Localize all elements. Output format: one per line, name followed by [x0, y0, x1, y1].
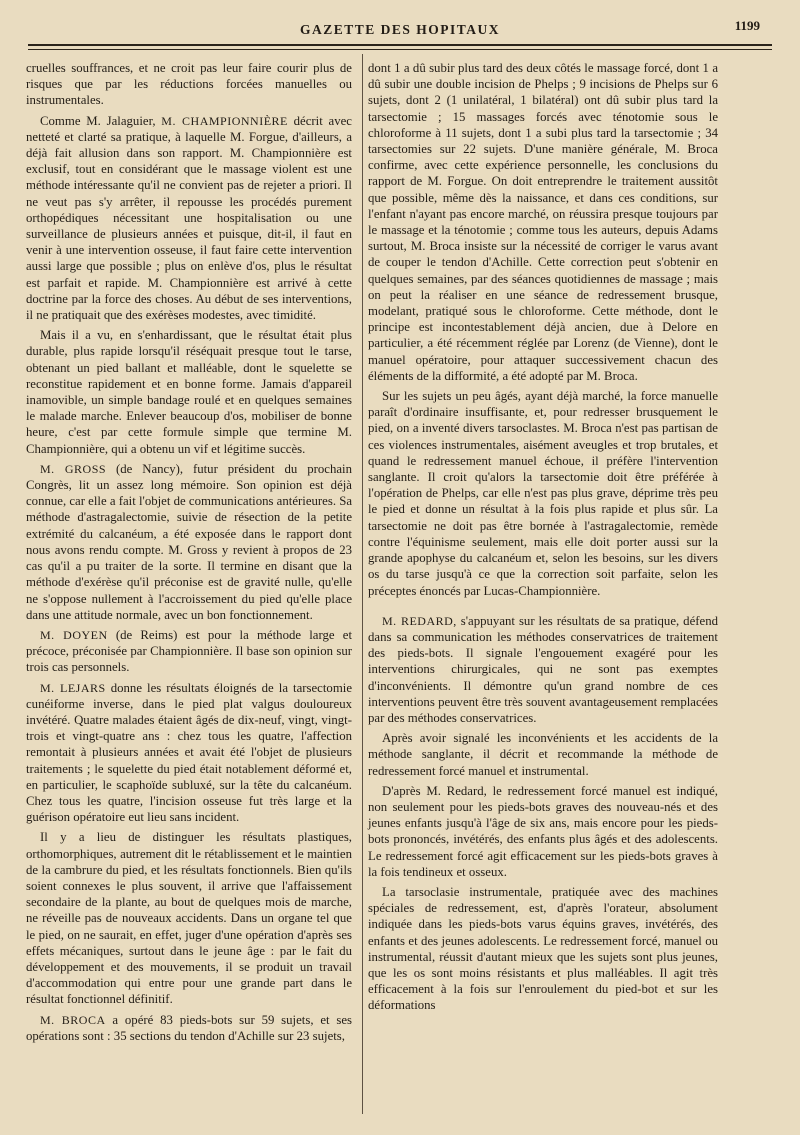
speaker-name: M. GROSS [40, 461, 107, 476]
speaker-name: M. CHAMPIONNIÈRE [161, 113, 288, 128]
paragraph-text: La tarsoclasie instrumentale, pratiquée avec des machines spéciales de redressement, est, d'après l'orateur, absolument indiquée dans les pieds-bots varus équins graves, invétérés, des enfants et des jeunes adolescents. Le redressement forcé, manuel ou instrumental, réussit d'autant mieux que les sujets sont plus jeunes, que les os sont moins résistants et plus malléables. Il agit très efficacement à la fois sur l'enroulement du pied-bot et sur les déformations [368, 884, 718, 1013]
paragraph [368, 730, 718, 779]
paragraph-text: Il y a lieu de distinguer les résultats plastiques, orthomorphiques, autrement dit le rétablissement et le maintien de la cambrure du pied, et les résultats fonctionnels. Bien qu'ils soient connexes le plus souvent, il arrive que l'affaissement secondaire de la plante, au bout de quelques mois de marche, ne réveille pas de nouveaux accidents. Dans un organe tel que le pied, on ne saurait, en effet, juger d'une opération d'après ses effets mécaniques, surtout dans le jeune âge : par le fait du développement et des mouvements, il se produit un travail d'accommodation qui entre pour une grande part dans le résultat fonctionnel définitif. [26, 830, 352, 1007]
paragraph [26, 680, 352, 826]
paragraph [368, 60, 718, 384]
paragraph-gap [368, 603, 718, 613]
column-separator [362, 54, 363, 1114]
paragraph [26, 461, 352, 623]
speaker-name: M. DOYEN [40, 627, 108, 642]
header-rule-thin [28, 49, 772, 50]
paragraph [26, 60, 352, 109]
page-number: 1199 [734, 18, 760, 33]
paragraph-text: a opéré 83 pieds-bots sur 59 sujets, et ses opérations sont : 35 sections du tendon d'Achille sur 23 sujets, [26, 1012, 352, 1043]
paragraph-text: Mais il a vu, en s'enhardissant, que le résultat était plus durable, plus rapide lorsqu'il réséquait presque tout le tarse, obtenant un pied ballant et malléable, dont le squelette se reconstitue rapidement et en bonne forme. Jamais d'appareil inamovible, un simple bandage roulé et en quelques semaines le malade marche. Enlever beaucoup d'os, mobiliser de bonne heure, c'est par cette formule simple que termine M. Championnière, qui a obtenu un vif et légitime succès. [26, 328, 352, 456]
paragraph [26, 327, 352, 457]
paragraph [26, 829, 352, 1007]
paragraph-text: décrit avec netteté et clarté sa pratique, à laquelle M. Forgue, d'ailleurs, a déjà fait allusion dans son rapport. M. Championnière est exclusif, tout en considérant que le massage violent est une méthode intéressante qu'il ne convient pas de rejeter a priori. Il ne veut pas s'y arrêter, il repousse les procédés purement orthopédiques nécessitant une hospitalisation ou une surveillance de plusieurs années et puisque, dit-il, il faut en venir à une intervention osseuse, il faut faire cette intervention aussi large que possible ; plus on enlève d'os, plus le résultat est parfait et rapide. M. Championnière est arrivé à cette doctrine par la force des choses. Au début de ses interventions, il ne pratiquait que des exérèses modestes, avec timidité. [26, 113, 352, 323]
right-column [368, 60, 718, 1018]
paragraph-text: s'appuyant sur les résultats de sa pratique, défend dans sa communication les méthodes conservatrices de traitement des pieds-bots. Il signale l'engouement exagéré pour les interventions chirurgicales, qui ne sont pas exemptes d'inconvénients. Il démontre qu'un grand nombre de ces interventions peuvent être très souvent avantageusement remplacées par des méthodes conservatrices. [368, 613, 718, 725]
paragraph [368, 613, 718, 726]
paragraph [368, 884, 718, 1014]
paragraph-lead: Comme M. Jalaguier, [40, 113, 162, 128]
paragraph [26, 113, 352, 324]
paragraph [26, 1012, 352, 1044]
paragraph [26, 627, 352, 676]
speaker-name: M. LEJARS [40, 680, 106, 695]
paragraph-text: (de Reims) est pour la méthode large et précoce, préconisée par Championnière. Il base son opinion sur trois cas personnels. [26, 627, 352, 675]
paragraph-text: Après avoir signalé les inconvénients et les accidents de la méthode sanglante, il décrit et recommande la méthode de redressement forcé manuel et instrumental. [368, 731, 718, 778]
journal-title: GAZETTE DES HOPITAUX [299, 22, 501, 37]
paragraph-text: Sur les sujets un peu âgés, ayant déjà marché, la force manuelle paraît d'ordinaire insuffisante, et, pour redresser brusquement le pied, on a inventé divers tarsoclastes. M. Broca n'est pas partisan de ces violences instrumentales, aisément aveugles et trop brutales, et quand le redressement manuel échoue, il préfère l'intervention sanglante. Il croit qu'alors la tarsectomie doit être préférée à l'opération de Phelps, car elle n'est pas plus grave, déprime très peu le pied et donne un résultat à la fois plus rapide et plus sûr. La tarsectomie ne doit pas être bornée à l'astragalectomie, remède contre l'équinisme seulement, mais elle doit porter aussi sur la grande apophyse du calcanéum et, selon les besoins, sur les divers os du tarse jusqu'à ce que la correction soit parfaite, selon les préceptes énoncés par Lucas-Championnière. [368, 389, 718, 598]
header-rule-thick [28, 44, 772, 46]
paragraph-text: donne les résultats éloignés de la tarsectomie cunéiforme inverse, dans le pied plat valgus douloureux invétéré. Quatre malades étaient âgés de dix-neuf, vingt, vingt-trois et vingt-quatre ans : chez tous les quatre, l'affection remontait à plusieurs années et avait été l'objet de plusieurs traitements ; le squelette du pied était notablement déformé et, en particulier, le scaphoïde subluxé, sur la tête du calcanéum. Chez tous les quatre, l'incision osseuse fut très large et la guérison opératoire eut lieu sans incident. [26, 680, 353, 825]
paragraph-text: D'après M. Redard, le redressement forcé manuel est indiqué, non seulement pour les pieds-bots graves des nouveau-nés et des jeunes enfants jusqu'à l'âge de six ans, mais encore pour les pieds-bots prononcés, invétérés, des enfants plus âgés et des adolescents. Le redressement forcé agit efficacement sur les pieds-bots graves à la fois tendineux et osseux. [368, 783, 718, 879]
paragraph-text: dont 1 a dû subir plus tard des deux côtés le massage forcé, dont 1 a dû subir une double incision de Phelps ; 9 incisions de Phelps sur 6 sujets, dont 2 (1 unilatéral, 1 bilatéral) ont dû subir plus tard la tarsectomie ; 15 massages forcés avec ténotomie sous le chloroforme à 11 sujets, dont 1 a subi plus tard la tarsectomie ; 34 tarsectomies sur 22 sujets. D'une manière générale, M. Broca confirme, avec cette expérience personnelle, les conclusions du rapport de M. Forgue. On doit entreprendre le traitement aussitôt que possible, même dès la naissance, et dans ces conditions, sur l'enfant n'ayant pas encore marché, on réussira presque toujours par le massage et la ténotomie ; comme tous les auteurs, depuis Adams surtout, M. Broca insiste sur la nécessité de corriger le varus avant de couper le tendon d'Achille. Cette correction peut s'obtenir en quelques semaines, par des séances quotidiennes de massage ; mais on peut la réaliser en une séance de redressement brusque, modelant, pratiqué sous le chloroforme. Cette méthode, dont le principe est incontestablement déjà ancien, due à Delore en particulier, a été récemment réglée par Lorenz (de Vienne), dont le manuel opératoire, pour attaquer successivement chacun des éléments de la difformité, a été adopté par M. Broca. [368, 61, 718, 383]
speaker-name: M. BROCA [40, 1012, 106, 1027]
paragraph [368, 783, 718, 880]
speaker-name: M. REDARD, [382, 613, 457, 628]
page-header [28, 18, 772, 42]
paragraph-text: cruelles souffrances, et ne croit pas leur faire courir plus de risques que par les réductions forcées manuelles ou instrumentales. [26, 61, 352, 108]
left-column [26, 60, 352, 1048]
paragraph-text: (de Nancy), futur président du prochain Congrès, lit un assez long mémoire. Son opinion est déjà connue, car elle a fait l'objet de communications antérieures. Sa méthode d'astragalectomie, suivie de résection de la petite extrémité du calcanéum, a été exposée dans le rapport dont nous avons rendu compte. M. Gross y revient à propos de 23 cas qu'il a pu traiter de la sorte. Il termine en disant que la méthode d'exérèse qu'il préconise est de gravité nulle, qu'elle ne s'oppose nullement à l'accroissement du pied qu'elle place dans une attitude normale, avec un bon fonctionnement. [26, 461, 353, 622]
paragraph [368, 388, 718, 599]
